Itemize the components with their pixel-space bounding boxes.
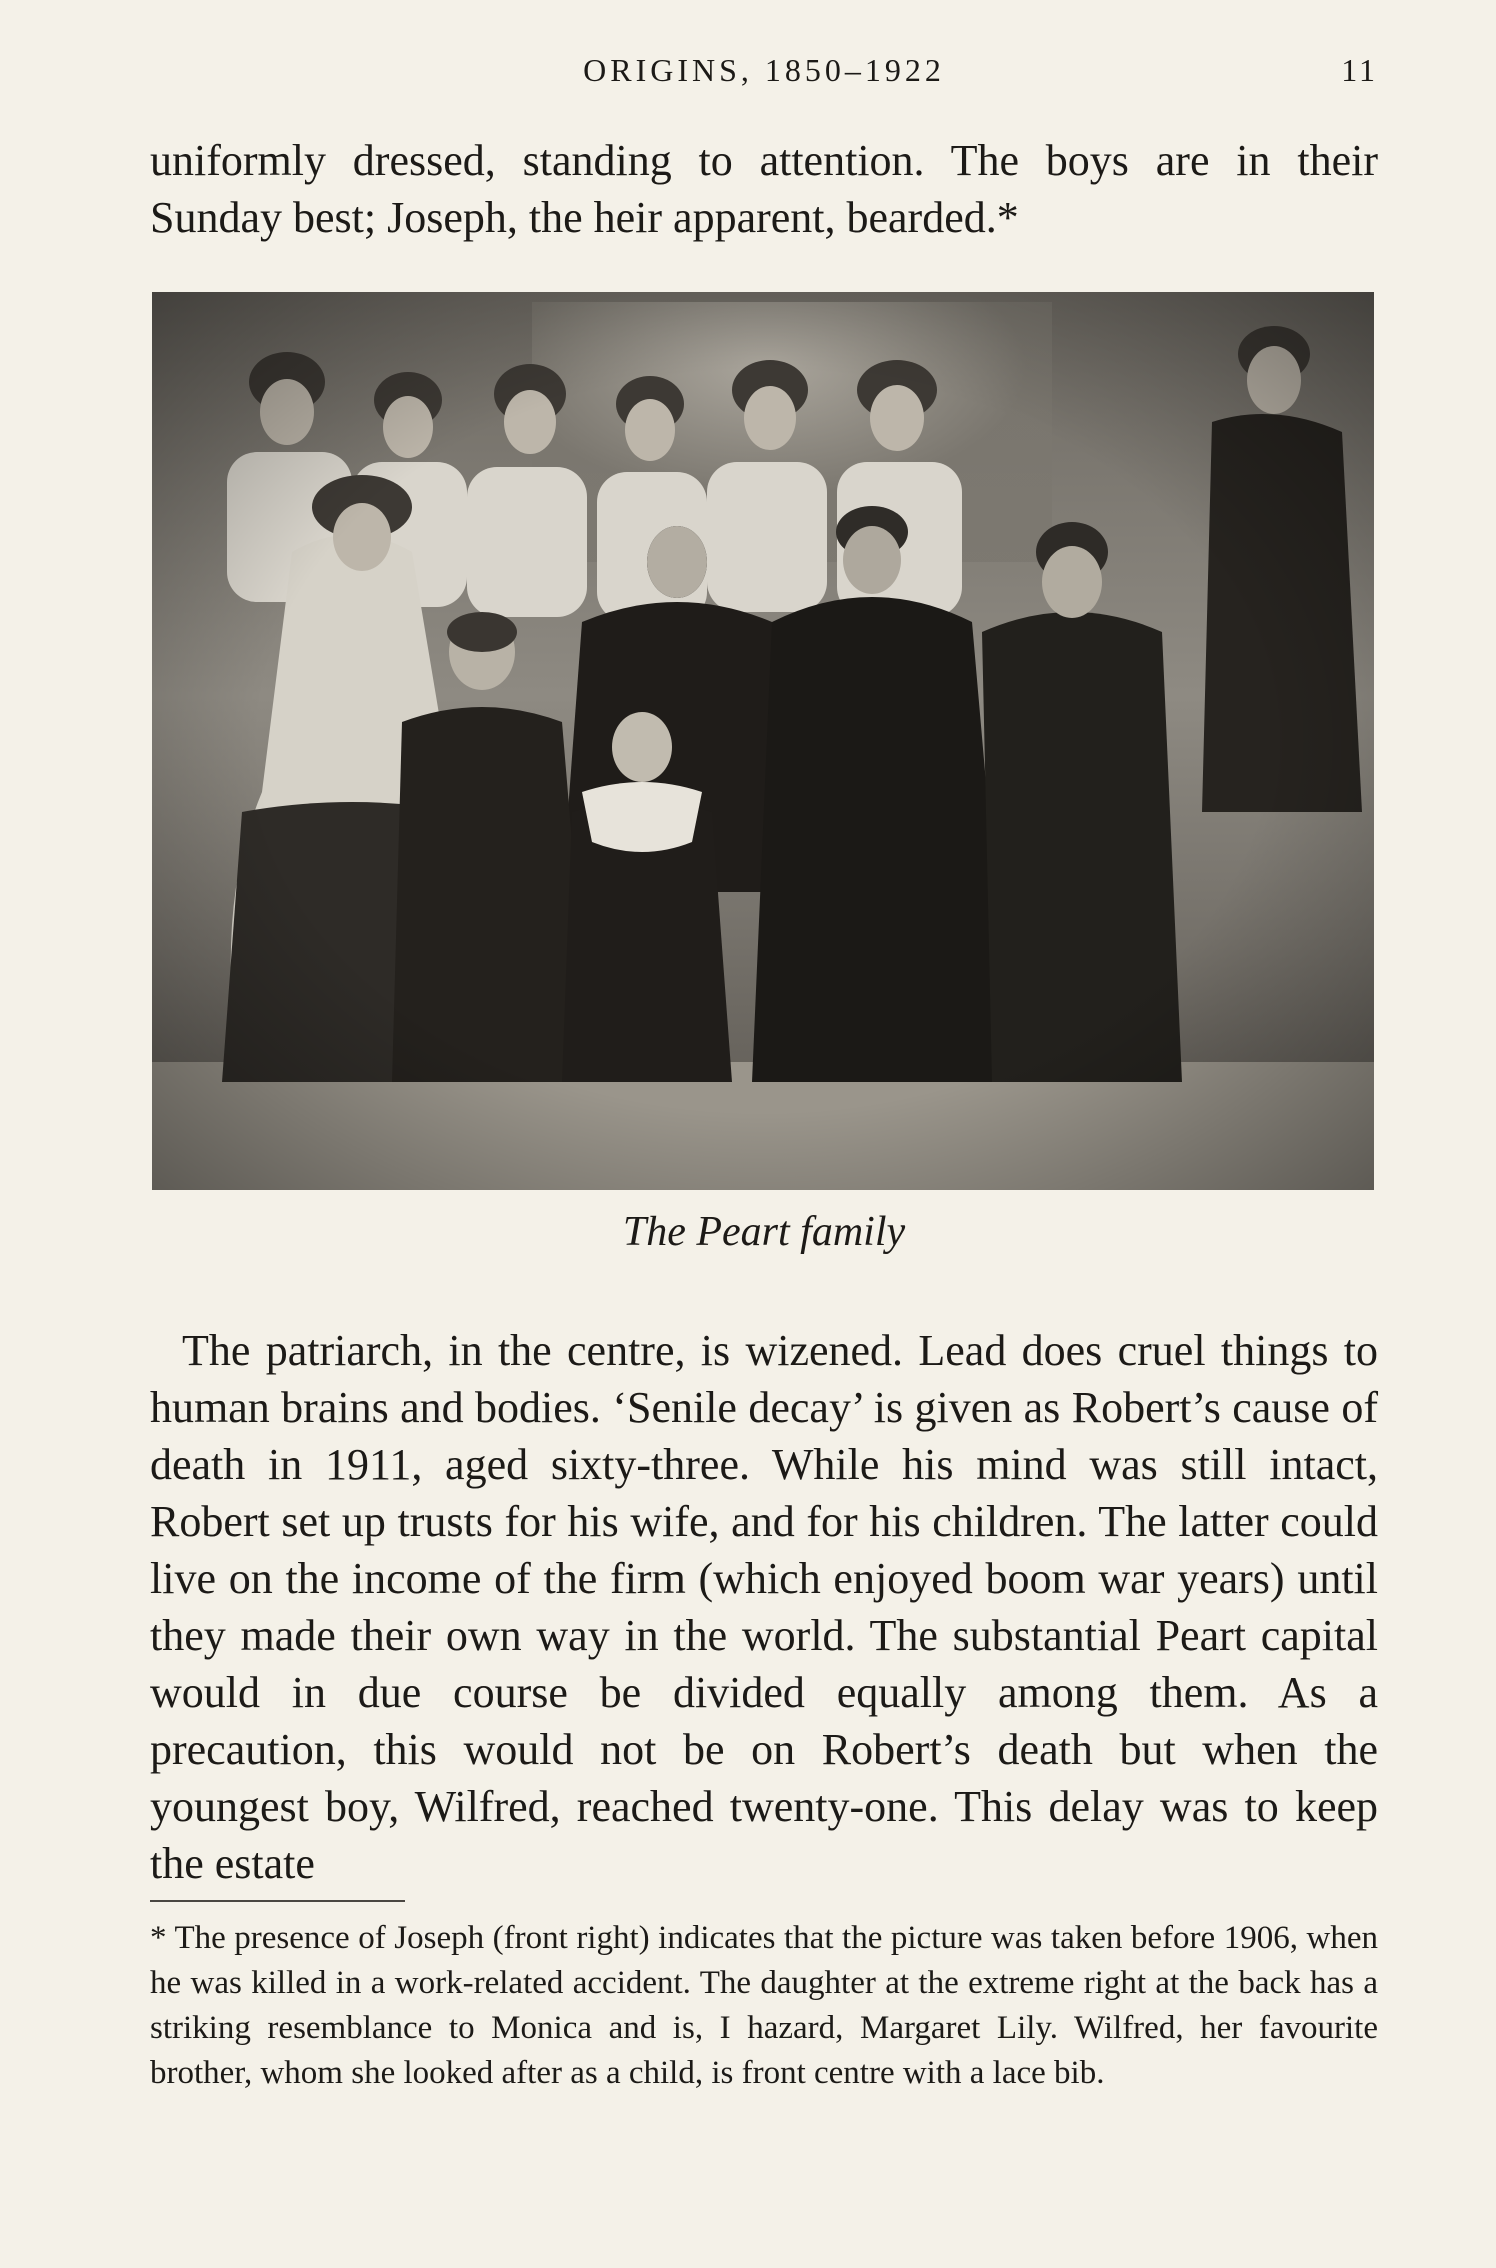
footnote [150, 1916, 1378, 2096]
page-number: 11 [1341, 52, 1378, 88]
footnote-divider [150, 1900, 405, 1902]
main-paragraph-block [150, 1322, 1378, 1892]
main-paragraph: The patriarch, in the centre, is wizened. Lead does cruel things to human brains and bodies. ‘Senile decay’ is given as Robert’s cause of death in 1911, aged sixty-three. While his mind was still intact, Robert set up trusts for his wife, and for his children. The latter could live on the income of the firm (which enjoyed boom war years) until they made their own way in the world. The substantial Peart capital would in due course be divided equally among them. As a precaution, this would not be on Robert’s death but when the youngest boy, Wilfred, reached twenty-one. This delay was to keep the estate [150, 1326, 1378, 1888]
family-photograph-image [152, 292, 1374, 1190]
figure-caption: The Peart family [622, 1209, 906, 1255]
family-photograph [152, 292, 1374, 1190]
running-title: ORIGINS, 1850–1922 [583, 52, 945, 88]
top-paragraph: uniformly dressed, standing to attention. The boys are in their Sunday best; Joseph, the heir apparent, bearded.* [150, 136, 1378, 242]
footnote-text: * The presence of Joseph (front right) indicates that the picture was taken before 1906, when he was killed in a work-related accident. The daughter at the extreme right at the back has a striking resemblance to Monica and is, I hazard, Margaret Lily. Wilfred, her favourite brother, whom she looked after as a child, is front centre with a lace bib. [150, 1920, 1378, 2091]
top-paragraph-block [150, 132, 1378, 246]
running-header [150, 52, 1378, 112]
